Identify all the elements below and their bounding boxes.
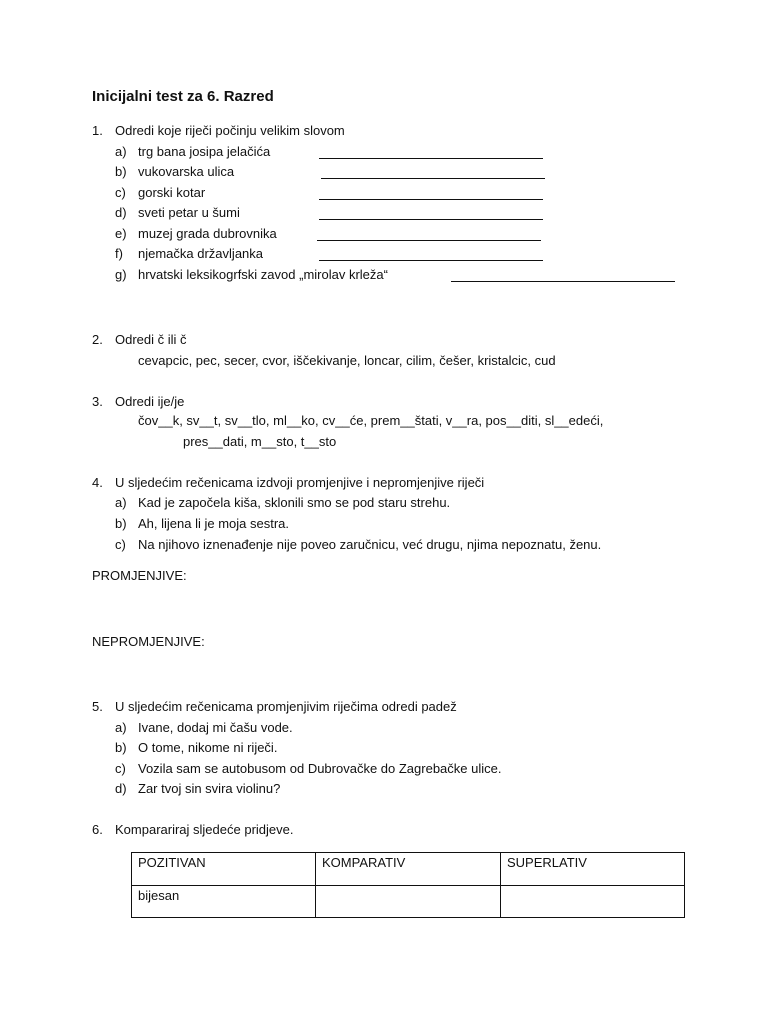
q4-item-b-letter: b)	[115, 516, 127, 531]
q1-item-c-letter: c)	[115, 185, 126, 200]
q1-text: Odredi koje riječi počinju velikim slovom	[115, 123, 345, 138]
q4-label-promjenjive: PROMJENJIVE:	[92, 568, 187, 583]
q1-item-g-answer-line[interactable]	[451, 281, 675, 282]
q5-item-a-letter: a)	[115, 720, 127, 735]
q4-label-nepromjenjive: NEPROMJENJIVE:	[92, 634, 205, 649]
header-pozitivan: POZITIVAN	[132, 853, 316, 886]
q5-item-b-letter: b)	[115, 740, 127, 755]
q6-text: Komparariraj sljedeće pridjeve.	[115, 822, 294, 837]
q1-item-a-text: trg bana josipa jelačića	[138, 144, 271, 159]
q5-item-d-letter: d)	[115, 781, 127, 796]
cell-pozitivan: bijesan	[132, 886, 316, 918]
q5-item-c-letter: c)	[115, 761, 126, 776]
q1-item-f-letter: f)	[115, 246, 123, 261]
q4-item-c-letter: c)	[115, 537, 126, 552]
q2-number: 2.	[92, 332, 103, 347]
q5-text: U sljedećim rečenicama promjenjivim riječima odredi padež	[115, 699, 457, 714]
q1-item-b-text: vukovarska ulica	[138, 164, 235, 179]
q1-item-e-letter: e)	[115, 226, 127, 241]
q3-word-list-line1: čov__k, sv__t, sv__tlo, ml__ko, cv__će, prem__štati, v__ra, pos__diti, sl__edeći,	[138, 413, 604, 428]
q1-item-c-text: gorski kotar	[138, 185, 206, 200]
q6-number: 6.	[92, 822, 103, 837]
q1-item-d-answer-line[interactable]	[319, 219, 543, 220]
q4-item-b-text: Ah, lijena li je moja sestra.	[138, 516, 290, 531]
q4-text: U sljedećim rečenicama izdvoji promjenjive i nepromjenjive riječi	[115, 475, 485, 490]
q1-item-a-answer-line[interactable]	[319, 158, 543, 159]
comparison-table	[131, 852, 685, 918]
header-superlativ: SUPERLATIV	[501, 853, 685, 886]
q1-item-d-letter: d)	[115, 205, 127, 220]
q1-item-f-text: njemačka državljanka	[138, 246, 264, 261]
q1-item-b-answer-line[interactable]	[321, 178, 545, 179]
q1-item-b-letter: b)	[115, 164, 127, 179]
q5-item-a-text: Ivane, dodaj mi čašu vode.	[138, 720, 293, 735]
q1-number: 1.	[92, 123, 103, 138]
q4-item-a-letter: a)	[115, 495, 127, 510]
q5-number: 5.	[92, 699, 103, 714]
q1-item-g-text: hrvatski leksikogrfski zavod „mirolav krleža“	[138, 267, 388, 282]
comparison-table-header-row	[132, 853, 685, 886]
q1-item-d-text: sveti petar u šumi	[138, 205, 240, 220]
header-komparativ: KOMPARATIV	[316, 853, 501, 886]
q4-item-c-text: Na njihovo iznenađenje nije poveo zaručnicu, već drugu, njima nepoznatu, ženu.	[138, 537, 602, 552]
q5-item-b-text: O tome, nikome ni riječi.	[138, 740, 278, 755]
q2-text: Odredi č ili č	[115, 332, 187, 347]
table-row	[132, 886, 685, 918]
page-title: Inicijalni test za 6. Razred	[92, 88, 274, 105]
q5-item-d-text: Zar tvoj sin svira violinu?	[138, 781, 281, 796]
q5-item-c-text: Vozila sam se autobusom od Dubrovačke do Zagrebačke ulice.	[138, 761, 502, 776]
q1-item-e-answer-line[interactable]	[317, 240, 541, 241]
q3-word-list-line2: pres__dati, m__sto, t__sto	[183, 434, 337, 449]
q1-item-g-letter: g)	[115, 267, 127, 282]
q1-item-f-answer-line[interactable]	[319, 260, 543, 261]
cell-komparativ[interactable]	[316, 886, 501, 918]
q4-item-a-text: Kad je započela kiša, sklonili smo se pod staru strehu.	[138, 495, 451, 510]
q1-item-c-answer-line[interactable]	[319, 199, 543, 200]
q1-item-a-letter: a)	[115, 144, 127, 159]
cell-superlativ[interactable]	[501, 886, 685, 918]
q4-number: 4.	[92, 475, 103, 490]
q2-word-list: cevapcic, pec, secer, cvor, iščekivanje, loncar, cilim, češer, kristalcic, cud	[138, 353, 556, 368]
q1-item-e-text: muzej grada dubrovnika	[138, 226, 277, 241]
q3-number: 3.	[92, 394, 103, 409]
q3-text: Odredi ije/je	[115, 394, 185, 409]
